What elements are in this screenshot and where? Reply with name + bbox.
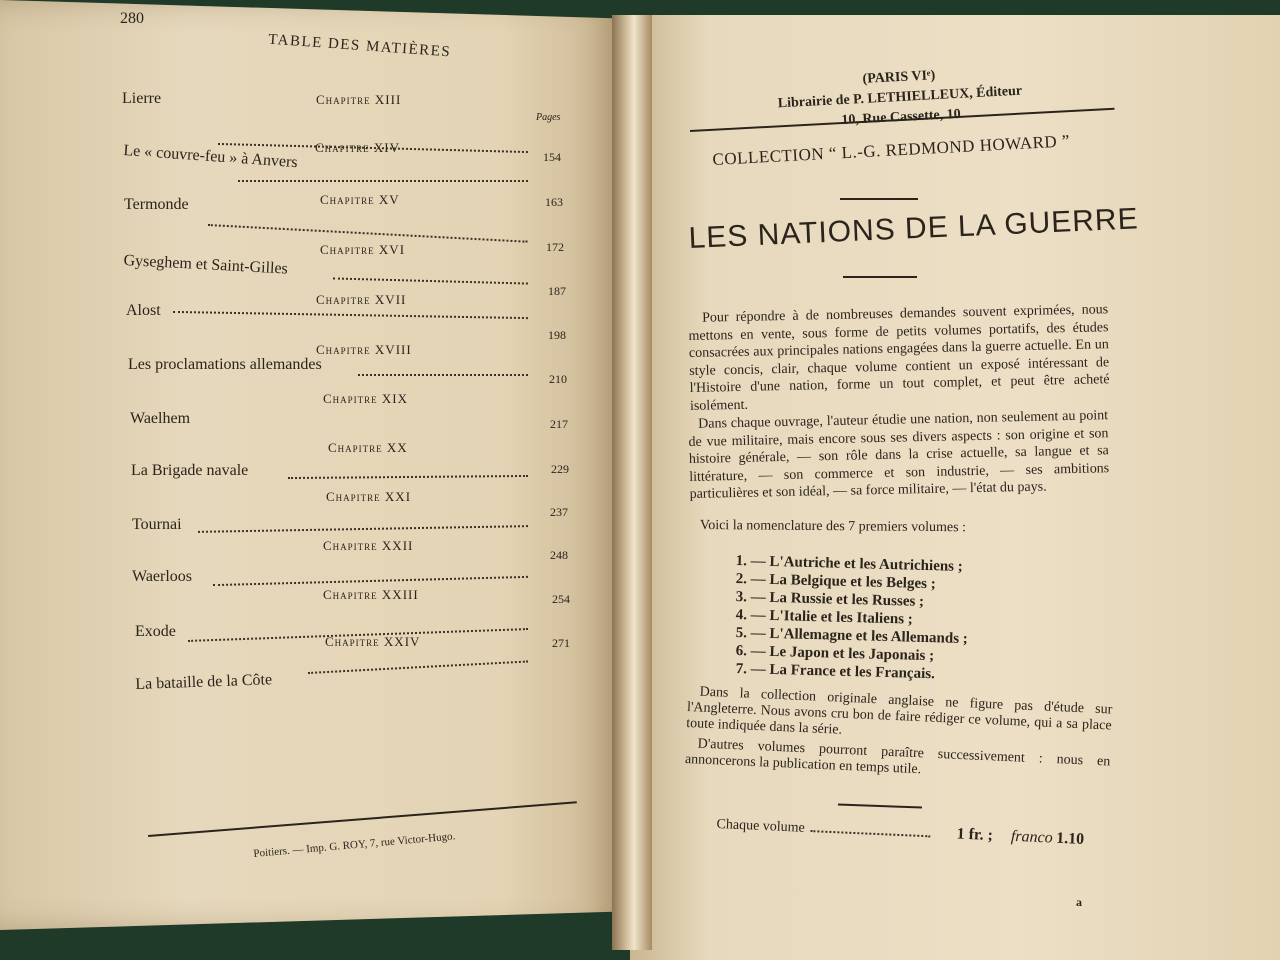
page-number: 280 bbox=[120, 10, 144, 27]
franco-label: franco bbox=[1010, 827, 1054, 847]
chapter-label: Chapitre XVIII bbox=[316, 342, 412, 357]
page-ref: 187 bbox=[548, 284, 566, 298]
volume-list bbox=[735, 552, 968, 683]
toc-entry-title: Waelhem bbox=[130, 410, 191, 427]
page-ref: 217 bbox=[550, 417, 568, 431]
franco-price: 1.10 bbox=[1055, 829, 1085, 849]
paragraph-list-intro: Voici la nomenclature des 7 premiers volumes : bbox=[699, 517, 967, 536]
paragraph-description: Dans chaque ouvrage, l'auteur étudie une nation, non seulement au point de vue militaire, mais encore sous ses divers aspects : son origine et son histoire générale, — son rôle dans la crise actuelle, sa langue et sa littérature, — son commerce et son industrie, — ses ambitions particulières et son idéal, — sa force militaire, — l'état du pays. bbox=[688, 408, 1110, 502]
chapter-label: Chapitre XIII bbox=[316, 92, 402, 107]
volume-item: 6. — Le Japon et les Japonais ; bbox=[735, 642, 935, 665]
page-ref: 229 bbox=[551, 462, 569, 476]
paragraph-england-note: Dans la collection originale anglaise ne figure pas d'étude sur l'Angleterre. Nous avons cru bon de faire rédiger ce volume, qui a sa place toute indiquée dans la série. bbox=[685, 684, 1113, 738]
chapter-label: Chapitre XXI bbox=[326, 489, 412, 504]
toc-entry-title: Exode bbox=[135, 623, 176, 640]
toc-entry-title: Waerloos bbox=[132, 568, 193, 585]
chapter-label: Chapitre XV bbox=[320, 192, 400, 207]
short-divider bbox=[843, 276, 917, 278]
collection-title: COLLECTION “ L.-G. REDMOND HOWARD ” bbox=[712, 131, 1071, 169]
short-divider bbox=[838, 804, 922, 809]
chapter-label: Chapitre XIX bbox=[323, 391, 409, 406]
page-ref: 154 bbox=[543, 150, 561, 164]
volume-item: 4. — L'Italie et les Italiens ; bbox=[735, 606, 913, 628]
chapter-label: Chapitre XVII bbox=[316, 292, 407, 307]
toc-entry-title: Gyseghem et Saint-Gilles bbox=[123, 252, 289, 278]
page-ref: 254 bbox=[552, 592, 570, 606]
page-ref: 172 bbox=[546, 240, 564, 254]
chapter-label: Chapitre XIV bbox=[315, 140, 401, 155]
volume-item: 5. — L'Allemagne et les Allemands ; bbox=[735, 624, 968, 648]
volume-item: 2. — La Belgique et les Belges ; bbox=[735, 570, 936, 593]
toc-entry-title: La Brigade navale bbox=[131, 462, 249, 479]
volume-item: 1. — L'Autriche et les Autrichiens ; bbox=[735, 552, 963, 575]
publisher-address: 10, Rue Cassette, 10 bbox=[841, 106, 962, 129]
price-line bbox=[716, 815, 1084, 849]
page-ref: 248 bbox=[550, 548, 568, 562]
price-label: Chaque volume bbox=[716, 816, 806, 836]
main-heading: LES NATIONS DE LA GUERRE bbox=[688, 202, 1140, 255]
toc-entry-title: Les proclamations allemandes bbox=[128, 356, 322, 373]
page-ref: 198 bbox=[548, 328, 566, 342]
toc-entry-title: Termonde bbox=[124, 196, 189, 213]
toc-entry-title: La bataille de la Côte bbox=[135, 671, 273, 693]
publisher-name: Librairie de P. LETHIELLEUX, Éditeur bbox=[777, 83, 1023, 112]
signature-mark: a bbox=[1076, 895, 1082, 909]
toc-entry-title: Le « couvre-feu » à Anvers bbox=[122, 142, 299, 172]
chapter-label: Chapitre XXII bbox=[323, 538, 414, 553]
page-ref: 210 bbox=[549, 372, 567, 386]
short-divider bbox=[840, 198, 918, 200]
printer-imprint: Poitiers. — Imp. G. ROY, 7, rue Victor-Hugo. bbox=[253, 830, 456, 860]
chapter-label: Chapitre XX bbox=[328, 440, 408, 455]
chapter-label: Chapitre XXIII bbox=[323, 587, 419, 602]
pages-column-header: Pages bbox=[536, 112, 561, 123]
chapter-label: Chapitre XXIV bbox=[325, 634, 421, 649]
publisher-city: (PARIS VIᵉ) bbox=[862, 68, 936, 87]
paragraph-future-volumes: D'autres volumes pourront paraître successivement : nous en annoncerons la publication en temps utile. bbox=[684, 736, 1111, 778]
toc-title: TABLE DES MATIÈRES bbox=[267, 31, 452, 61]
page-ref: 237 bbox=[550, 505, 568, 519]
toc-entry-title: Lierre bbox=[122, 90, 162, 107]
chapter-label: Chapitre XVI bbox=[320, 242, 406, 257]
toc-entry-title: Tournai bbox=[132, 516, 182, 533]
volume-item: 7. — La France et les Français. bbox=[735, 660, 936, 683]
leader-dots bbox=[811, 830, 931, 837]
price-value: 1 fr. ; bbox=[956, 825, 994, 845]
toc-entry-title: Alost bbox=[126, 302, 161, 319]
page-ref: 271 bbox=[552, 636, 570, 650]
volume-item: 3. — La Russie et les Russes ; bbox=[735, 588, 925, 610]
page-ref: 163 bbox=[545, 195, 563, 209]
paragraph-intro: Pour répondre à de nombreuses demandes souvent exprimées, nous mettons en vente, sous forme de petits volumes portatifs, des études consacrées aux principales nations engagées dans la guerre actuelle. En un style concis, clair, chaque volume contient un exposé intéressant de l'Histoire d'une nation, forme un tout complet, et peut être acheté isolément. bbox=[688, 302, 1110, 414]
